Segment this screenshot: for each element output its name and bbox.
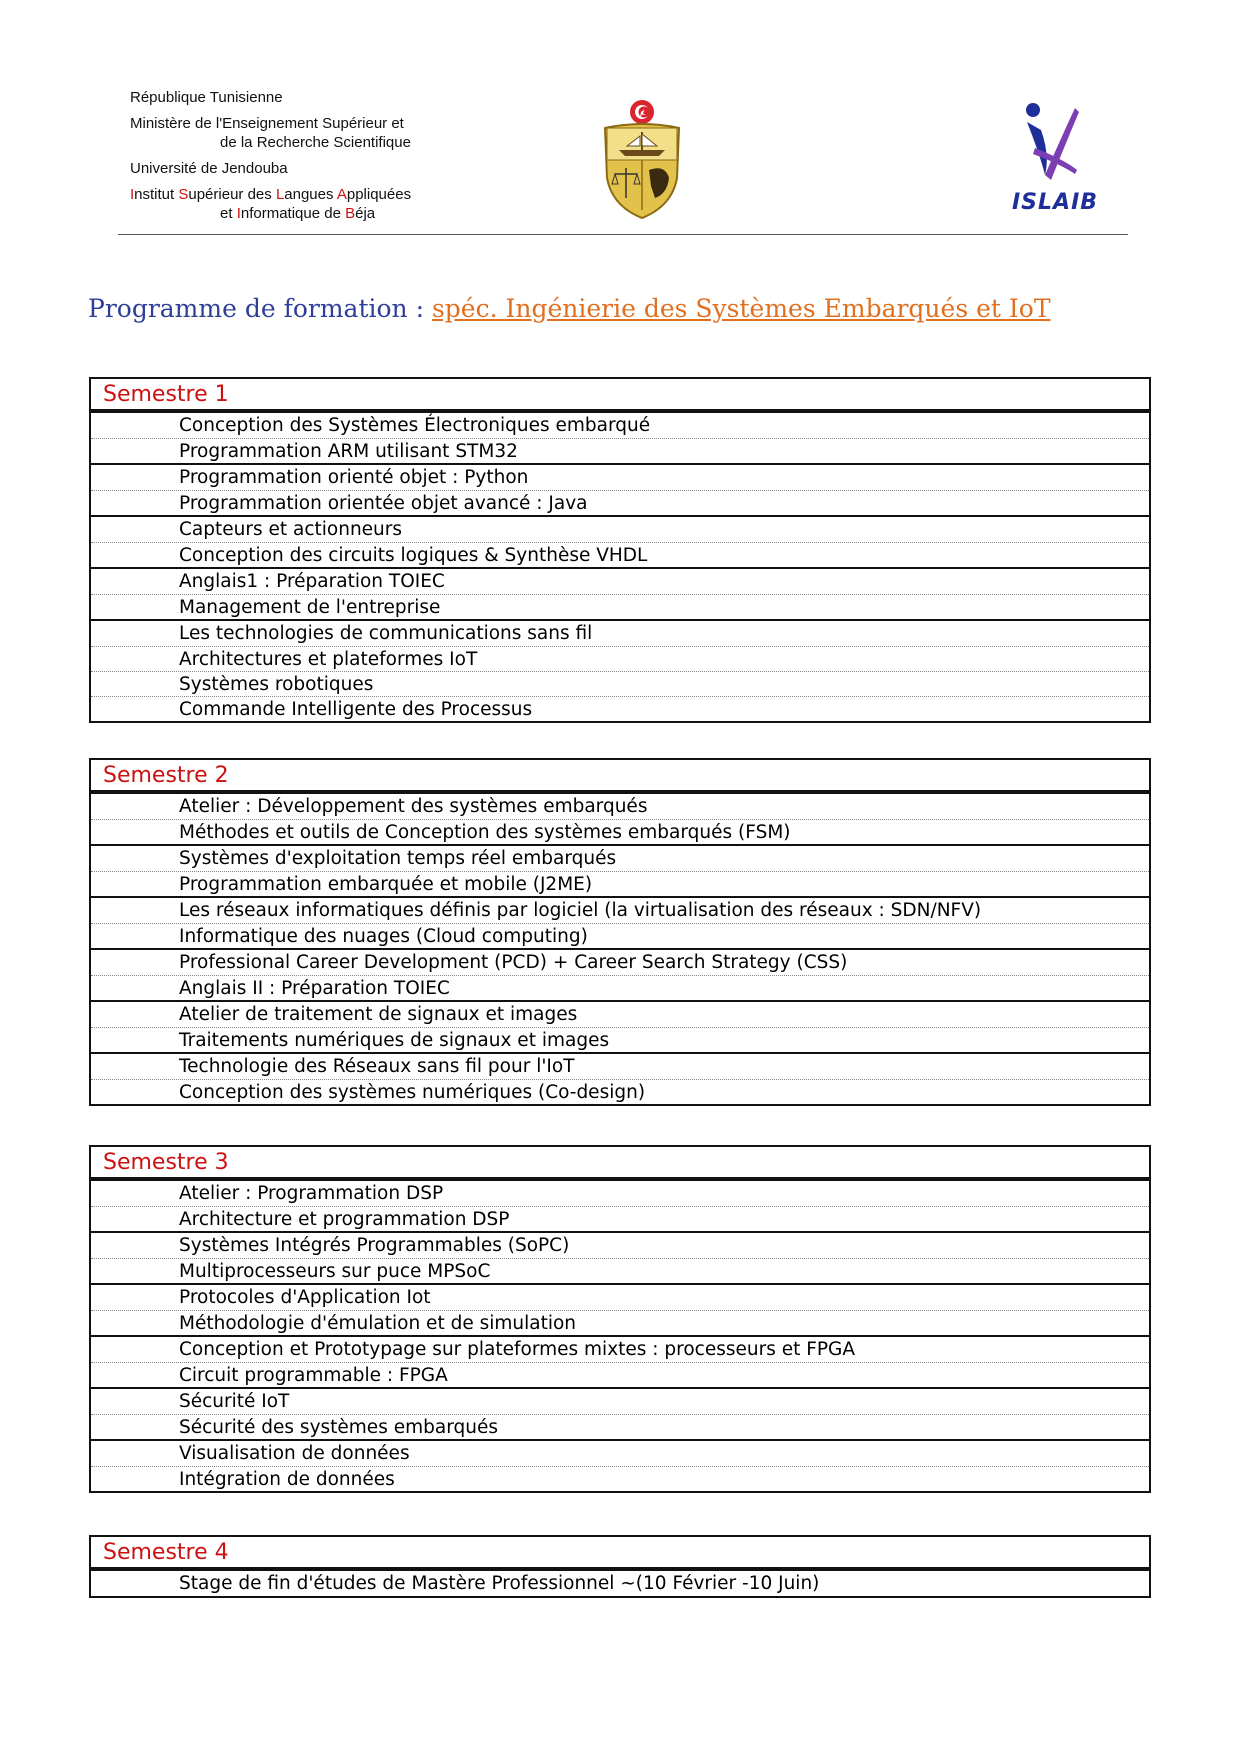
course-row: Systèmes robotiques (91, 671, 1149, 696)
course-row: Stage de fin d'études de Mastère Professionnel ~(10 Février -10 Juin) (179, 1573, 820, 1594)
course-row: Capteurs et actionneurs (179, 519, 403, 540)
course-group (91, 792, 1149, 844)
ministry-line-1: Ministère de l'Enseignement Supérieur et (130, 115, 404, 132)
course-row: Les réseaux informatiques définis par logiciel (la virtualisation des réseaux : SDN/NFV) (179, 900, 982, 921)
course-row: Atelier : Programmation DSP (179, 1183, 444, 1204)
course-row: Systèmes d'exploitation temps réel embarqués (179, 848, 617, 869)
course-row: Informatique des nuages (Cloud computing) (91, 923, 1149, 948)
semester-heading: Semestre 3 (91, 1147, 1149, 1179)
course-row: Méthodologie d'émulation et de simulation (91, 1310, 1149, 1335)
course-row: Les technologies de communications sans fil (179, 623, 593, 644)
course-row: Programmation orientée objet avancé : Java (91, 490, 1149, 515)
course-row: Programmation embarquée et mobile (J2ME) (91, 871, 1149, 896)
course-group (91, 844, 1149, 896)
course-row: Conception des circuits logiques & Synthèse VHDL (91, 542, 1149, 567)
course-group (91, 1231, 1149, 1283)
course-row: Management de l'entreprise (91, 594, 1149, 619)
coat-of-arms-icon (597, 98, 687, 223)
title-specialty: spéc. Ingénierie des Systèmes Embarqués et IoT (431, 294, 1051, 323)
semester-3-table (89, 1145, 1151, 1493)
course-row: Professional Career Development (PCD) + Career Search Strategy (CSS) (179, 952, 848, 973)
course-row: Technologie des Réseaux sans fil pour l'IoT (179, 1056, 575, 1077)
ministry-line-2: de la Recherche Scientifique (220, 134, 411, 151)
institute-line-1: Institut Supérieur des Langues Appliquées (130, 186, 412, 203)
course-row: Visualisation de données (179, 1443, 410, 1464)
course-group (91, 1439, 1149, 1491)
course-row: Intégration de données (91, 1466, 1149, 1491)
course-row: Circuit programmable : FPGA (91, 1362, 1149, 1387)
header-divider (118, 234, 1128, 235)
course-row: Commande Intelligente des Processus (91, 696, 1149, 721)
institution-header (130, 88, 450, 223)
semester-4-table (89, 1535, 1151, 1598)
title-prefix: Programme de formation : (88, 294, 432, 323)
course-row: Programmation ARM utilisant STM32 (91, 438, 1149, 463)
course-row: Sécurité IoT (179, 1391, 290, 1412)
institute-line-2: et Informatique de Béja (220, 205, 376, 222)
course-row: Traitements numériques de signaux et images (91, 1027, 1149, 1052)
semester-heading: Semestre 2 (91, 760, 1149, 792)
course-group (91, 515, 1149, 567)
course-group (91, 1335, 1149, 1387)
course-row: Multiprocesseurs sur puce MPSoC (91, 1258, 1149, 1283)
course-group (91, 619, 1149, 721)
course-group (91, 1000, 1149, 1052)
course-group (91, 1179, 1149, 1231)
course-group (91, 896, 1149, 948)
course-row: Conception des systèmes numériques (Co-design) (91, 1079, 1149, 1104)
course-row: Protocoles d'Application Iot (179, 1287, 431, 1308)
course-group (91, 411, 1149, 463)
country-name: République Tunisienne (130, 89, 283, 106)
course-row: Conception et Prototypage sur plateformes mixtes : processeurs et FPGA (179, 1339, 856, 1360)
course-row: Architecture et programmation DSP (91, 1206, 1149, 1231)
course-row: Architectures et plateformes IoT (91, 646, 1149, 671)
semester-2-table (89, 758, 1151, 1106)
semester-heading: Semestre 4 (91, 1537, 1149, 1569)
course-row: Systèmes Intégrés Programmables (SoPC) (179, 1235, 570, 1256)
course-row: Anglais1 : Préparation TOIEC (179, 571, 445, 592)
course-row: Conception des Systèmes Électroniques embarqué (179, 415, 651, 436)
course-group (91, 1283, 1149, 1335)
islaib-logo-text: ISLAIB (1012, 190, 1099, 215)
course-group (91, 1052, 1149, 1104)
course-group (91, 948, 1149, 1000)
semester-1-table (89, 377, 1151, 723)
course-row: Atelier : Développement des systèmes embarqués (179, 796, 648, 817)
course-group (91, 463, 1149, 515)
course-row: Programmation orienté objet : Python (179, 467, 529, 488)
course-group (91, 567, 1149, 619)
course-row: Méthodes et outils de Conception des systèmes embarqués (FSM) (91, 819, 1149, 844)
page-title (88, 294, 1051, 323)
course-group (91, 1569, 1149, 1596)
course-group (91, 1387, 1149, 1439)
university-name: Université de Jendouba (130, 160, 288, 177)
course-row: Anglais II : Préparation TOIEC (91, 975, 1149, 1000)
course-row: Atelier de traitement de signaux et images (179, 1004, 578, 1025)
semester-heading: Semestre 1 (91, 379, 1149, 411)
course-row: Sécurité des systèmes embarqués (91, 1414, 1149, 1439)
